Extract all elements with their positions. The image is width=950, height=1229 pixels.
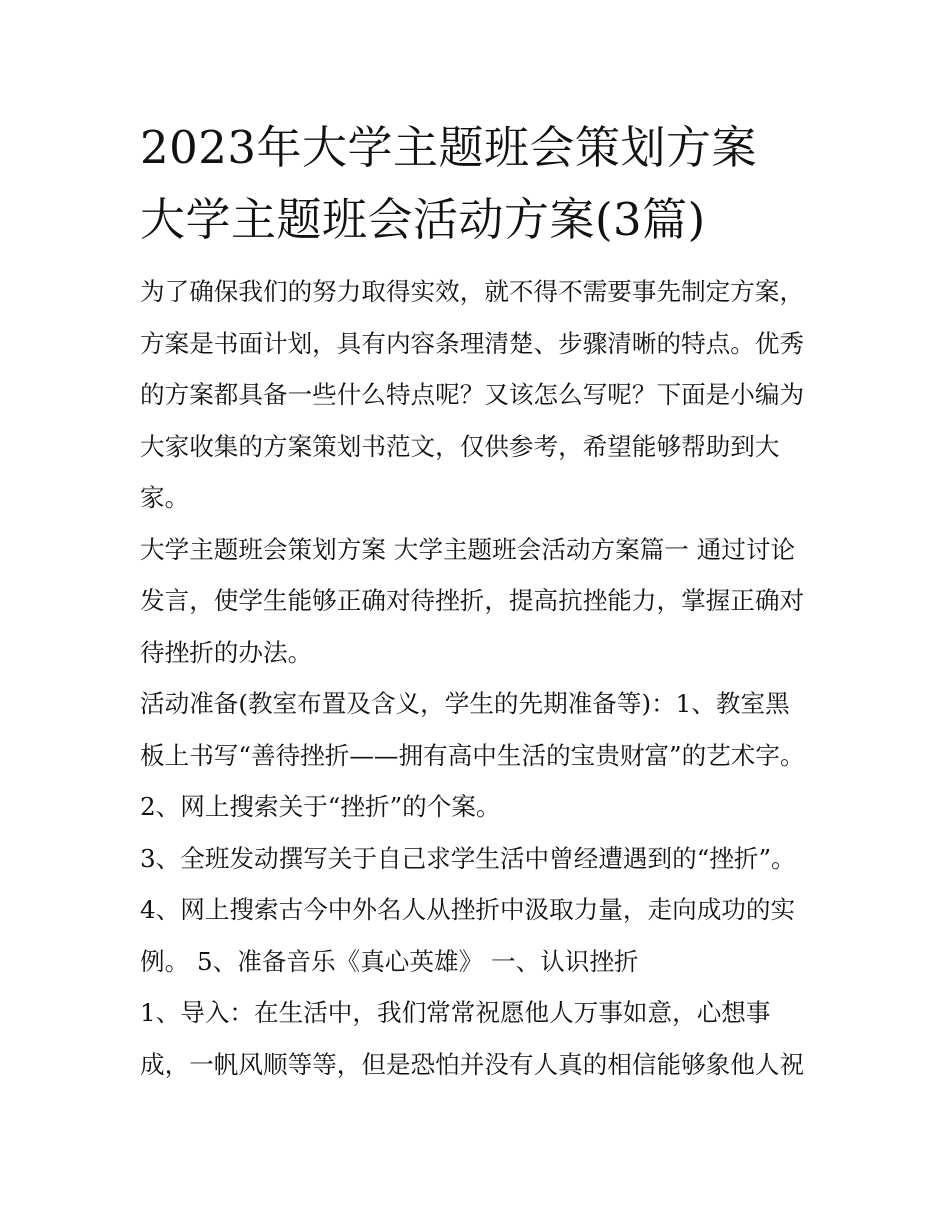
document-body <box>140 112 820 1090</box>
paragraph-purpose <box>140 524 820 679</box>
text-line: 方案是书面计划，具有内容条理清楚、步骤清晰的特点。优秀 <box>140 328 805 358</box>
title-line-2: 大学主题班会活动方案(3篇) <box>140 193 706 246</box>
paragraph-step-3 <box>140 833 820 885</box>
text-line: 2、网上搜索关于“挫折”的个案。 <box>140 792 501 821</box>
text-line: 成，一帆风顺等等，但是恐怕并没有人真的相信能够象他人祝 <box>140 1049 805 1079</box>
document-title <box>140 112 820 256</box>
text-line: 3、全班发动撰写关于自己求学生活中曾经遭遇到的“挫折”。 <box>140 843 796 873</box>
text-line: 4、网上搜索古今中外名人从挫折中汲取力量，走向成功的实 <box>140 895 796 924</box>
text-line: 待挫折的办法。 <box>140 637 313 667</box>
text-line: 板上书写“善待挫折——拥有高中生活的宝贵财富”的艺术字。 <box>140 740 805 770</box>
paragraph-step-4 <box>140 884 820 987</box>
text-line: 家。 <box>140 483 190 512</box>
text-line: 1、导入：在生活中，我们常常祝愿他人万事如意，心想事 <box>140 998 771 1027</box>
text-line: 为了确保我们的努力取得实效，就不得不需要事先制定方案， <box>140 277 805 306</box>
paragraph-introduction <box>140 987 820 1090</box>
paragraph-step-2 <box>140 781 820 833</box>
text-line: 发言，使学生能够正确对待挫折，提高抗挫能力，掌握正确对 <box>140 586 805 615</box>
title-line-1: 2023年大学主题班会策划方案 <box>140 121 758 174</box>
paragraph-intro <box>140 266 820 524</box>
text-line: 活动准备(教室布置及含义，学生的先期准备等)：1、教室黑 <box>140 689 790 718</box>
paragraph-preparation <box>140 678 820 781</box>
text-line: 例。 5、准备音乐《真心英雄》 一、认识挫折 <box>140 946 639 976</box>
text-line: 的方案都具备一些什么特点呢？又该怎么写呢？下面是小编为 <box>140 380 805 409</box>
text-line: 大家收集的方案策划书范文，仅供参考，希望能够帮助到大 <box>140 431 780 461</box>
text-line: 大学主题班会策划方案 大学主题班会活动方案篇一 通过讨论 <box>140 534 796 564</box>
